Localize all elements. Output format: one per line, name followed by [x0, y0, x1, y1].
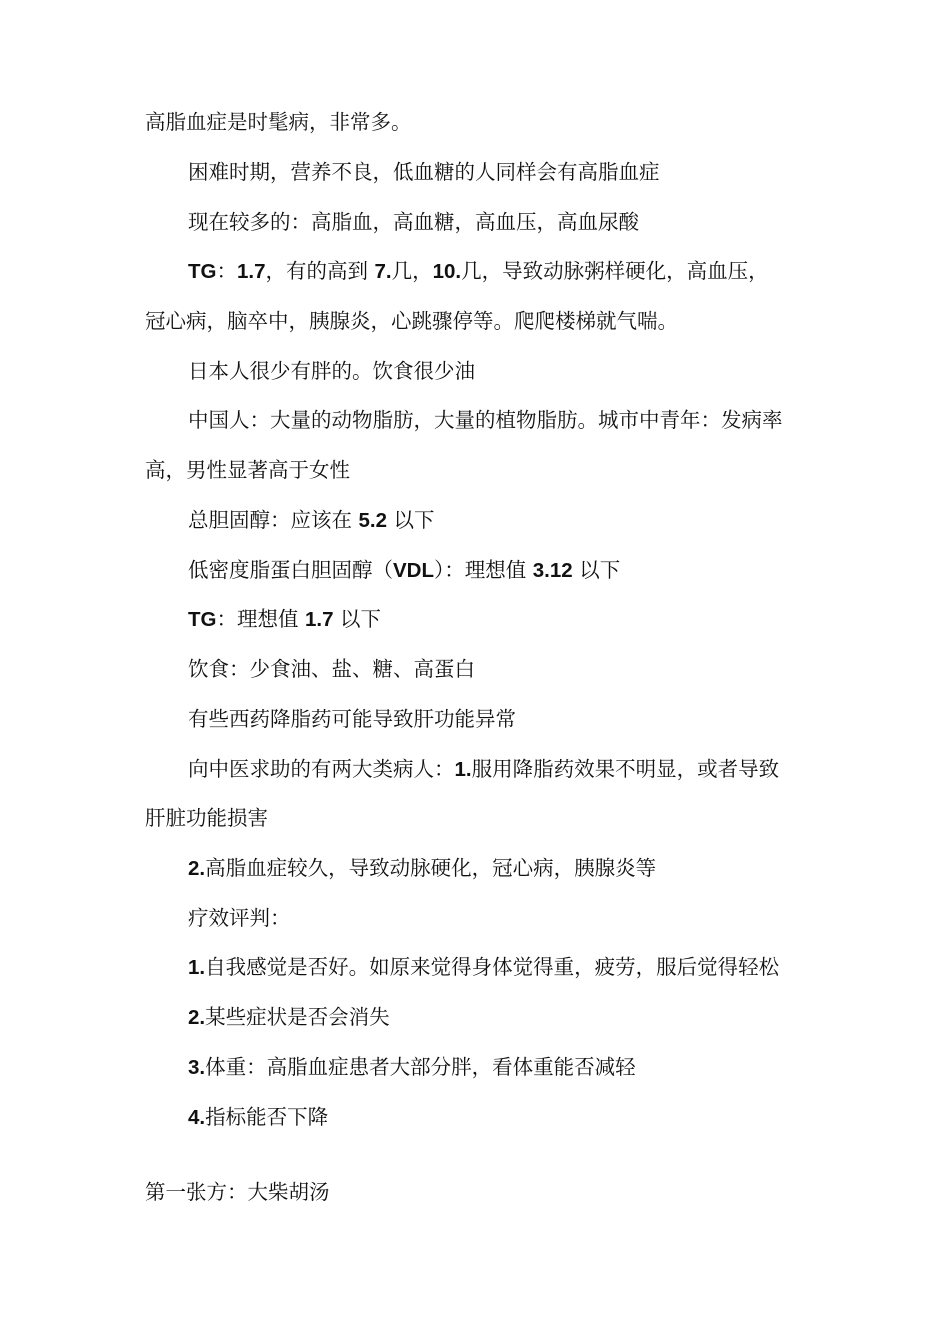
- text-line: [188, 955, 779, 980]
- text-segment: 某些症状是否会消失: [205, 1005, 390, 1029]
- text-segment: 几，: [391, 259, 433, 283]
- text-line: [188, 558, 620, 583]
- text-segment: ：: [216, 259, 237, 283]
- text-line: 肝脏功能损害: [145, 806, 268, 830]
- text-line: 饮食：少食油、盐、糖、高蛋白: [188, 657, 475, 681]
- text-segment: 7.: [374, 260, 392, 283]
- text-segment: 以下: [333, 607, 382, 631]
- text-line: 中国人：大量的动物脂肪，大量的植物脂肪。城市中青年：发病率: [188, 408, 783, 432]
- text-line: 高，男性显著高于女性: [145, 458, 350, 482]
- section-heading: 第一张方：大柴胡汤: [145, 1180, 330, 1204]
- text-segment: 1.7: [236, 260, 266, 283]
- text-segment: 几，导致动脉粥样硬化，高血压，: [461, 259, 769, 283]
- text-segment: TG: [188, 608, 217, 631]
- text-segment: 3.: [188, 1056, 206, 1079]
- text-line: 困难时期，营养不良，低血糖的人同样会有高脂血症: [188, 160, 660, 184]
- text-segment: 5.2: [358, 509, 388, 532]
- text-segment: 1.: [454, 758, 472, 781]
- text-segment: 低密度脂蛋白胆固醇（: [188, 558, 393, 582]
- text-line: [188, 856, 656, 881]
- text-segment: 高脂血症较久，导致动脉硬化，冠心病，胰腺炎等: [205, 856, 657, 880]
- text-line: [188, 607, 381, 632]
- text-line: [188, 259, 769, 284]
- text-segment: 1.: [188, 956, 206, 979]
- text-segment: 3.12: [532, 559, 573, 582]
- text-line: 高脂血症是时髦病，非常多。: [145, 110, 412, 134]
- text-segment: ，有的高到: [265, 259, 375, 283]
- text-line: [188, 1005, 390, 1030]
- text-segment: 以下: [387, 508, 435, 532]
- text-segment: 服用降脂药效果不明显，或者导致: [471, 757, 780, 781]
- text-segment: 2.: [188, 857, 206, 880]
- text-segment: 向中医求助的有两大类病人：: [188, 757, 455, 781]
- text-line: [188, 1105, 328, 1130]
- text-segment: ：理想值: [216, 607, 305, 631]
- text-segment: 以下: [572, 558, 621, 582]
- text-segment: 体重：高脂血症患者大部分胖，看体重能否减轻: [205, 1055, 636, 1079]
- text-segment: 1.7: [305, 608, 334, 631]
- text-line: 日本人很少有胖的。饮食很少油: [188, 359, 475, 383]
- text-line: [188, 508, 435, 533]
- text-line: 有些西药降脂药可能导致肝功能异常: [188, 707, 516, 731]
- text-segment: 自我感觉是否好。如原来觉得身体觉得重，疲劳，服后觉得轻松: [205, 955, 780, 979]
- text-segment: ）：理想值: [434, 558, 533, 582]
- text-segment: 2.: [188, 1006, 206, 1029]
- text-line: 疗效评判：: [188, 906, 291, 930]
- text-segment: VDL: [393, 559, 434, 582]
- text-line: 现在较多的：高脂血，高血糖，高血压，高血尿酸: [188, 210, 639, 234]
- text-line: [188, 757, 779, 782]
- text-segment: TG: [188, 260, 217, 283]
- text-line: [188, 1055, 636, 1080]
- text-segment: 10.: [432, 260, 462, 283]
- text-segment: 4.: [188, 1106, 206, 1129]
- text-segment: 指标能否下降: [205, 1105, 329, 1129]
- text-line: 冠心病，脑卒中，胰腺炎，心跳骤停等。爬爬楼梯就气喘。: [145, 309, 678, 333]
- text-segment: 总胆固醇：应该在: [188, 508, 359, 532]
